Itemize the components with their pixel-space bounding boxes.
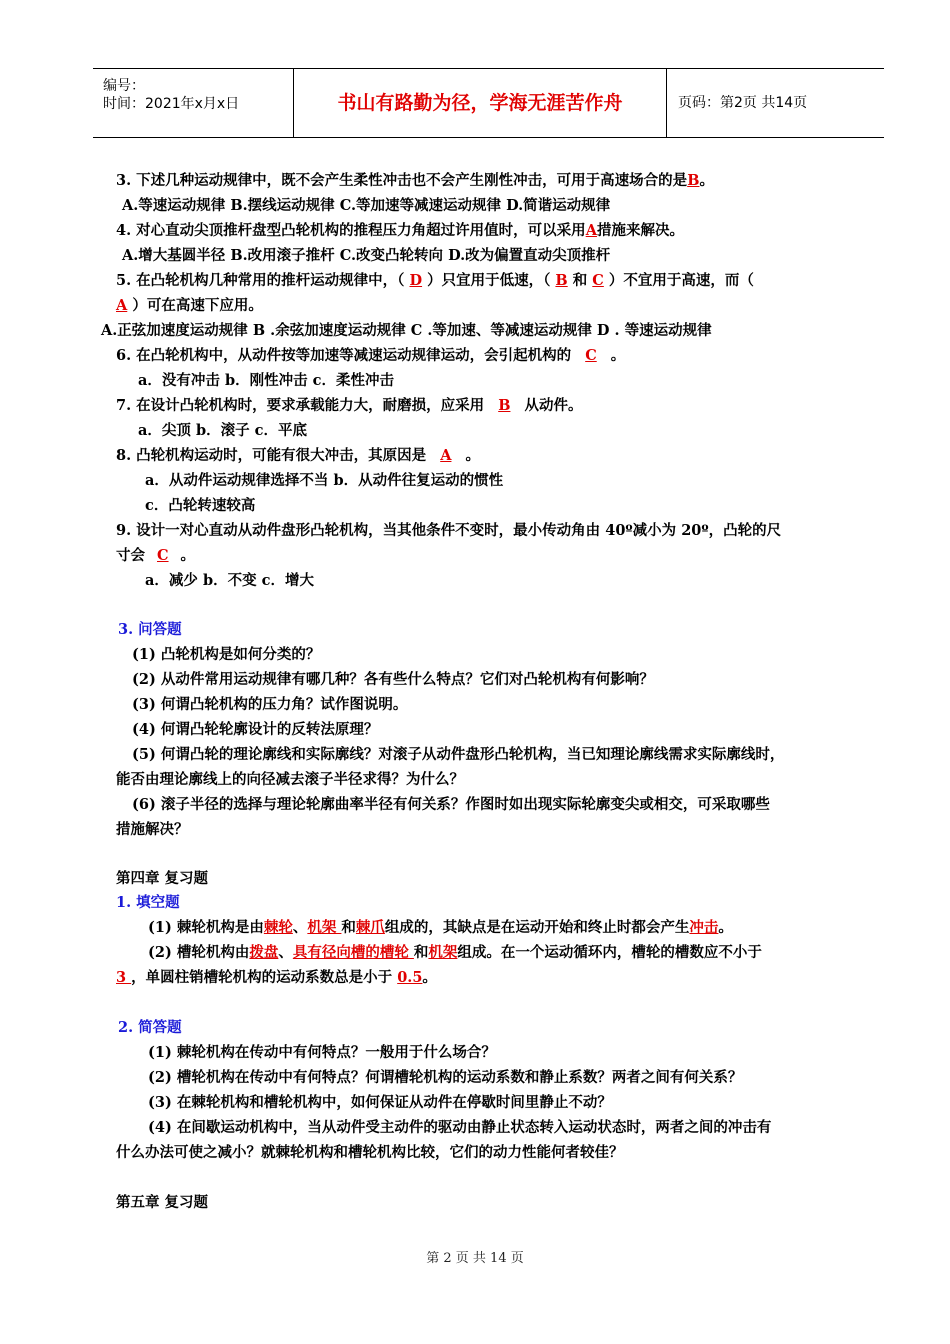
qa-item: (1) 凸轮机构是如何分类的？	[132, 646, 321, 663]
header-meta	[93, 69, 294, 137]
serial-label: 编号：	[103, 78, 145, 94]
fill-item-1: (1) 棘轮机构是由棘轮、机架 和棘爪组成的，其缺点是在运动开始和终止时都会产生冲击。	[148, 919, 733, 936]
qa-item: (5) 何谓凸轮的理论廓线和实际廓线？对滚子从动件盘形凸轮机构，当已知理论廓线需求实际廓线时，	[132, 746, 785, 763]
qa-item: 能否由理论廓线上的向径减去滚子半径求得？为什么？	[116, 771, 464, 788]
question-5: 5. 在凸轮机构几种常用的推杆运动规律中，（ D ）只宜用于低速，（ B 和 C ）不宜用于高速，而（	[116, 272, 754, 289]
question-8-options-1: a．从动件运动规律选择不当 b．从动件往复运动的惯性	[145, 472, 504, 489]
question-4: 4. 对心直动尖顶推杆盘型凸轮机构的推程压力角超过许用值时，可以采用A措施来解决。	[116, 222, 684, 239]
qa-item: (2) 从动件常用运动规律有哪几种？各有些什么特点？它们对凸轮机构有何影响？	[132, 671, 654, 688]
fill-item-2: (2) 槽轮机构由拨盘、具有径向槽的槽轮 和机架组成。在一个运动循环内，槽轮的槽数应不小于	[148, 944, 762, 961]
short-item: (3) 在棘轮机构和槽轮机构中，如何保证从动件在停歇时间里静止不动？	[148, 1094, 612, 1111]
short-item: (4) 在间歇运动机构中，当从动件受主动件的驱动由静止状态转入运动状态时，两者之间的冲击有	[148, 1119, 772, 1136]
question-8: 8. 凸轮机构运动时，可能有很大冲击，其原因是 A 。	[116, 447, 480, 464]
qa-item: (3) 何谓凸轮机构的压力角？试作图说明。	[132, 696, 408, 713]
short-item: (1) 棘轮机构在传动中有何特点？一般用于什么场合？	[148, 1044, 496, 1061]
question-6: 6. 在凸轮机构中，从动件按等加速等减速运动规律运动，会引起机构的 C 。	[116, 347, 626, 364]
question-9-line2: 寸会 C 。	[116, 547, 196, 564]
short-answer-heading: 2. 简答题	[118, 1019, 182, 1036]
question-4-options: A.增大基圆半径 B.改用滚子推杆 C.改变凸轮转向 D.改为偏置直动尖顶推杆	[122, 247, 611, 264]
question-9: 9. 设计一对心直动从动件盘形凸轮机构，当其他条件不变时，最小传动角由 40º减小为 20º，凸轮的尺	[116, 522, 782, 539]
question-3: 3. 下述几种运动规律中，既不会产生柔性冲击也不会产生刚性冲击，可用于高速场合的是B。	[116, 172, 714, 189]
question-8-options-2: c．凸轮转速较高	[145, 497, 256, 514]
qa-item: (4) 何谓凸轮轮廓设计的反转法原理？	[132, 721, 379, 738]
answer: B	[687, 172, 700, 189]
question-5-options: A.正弦加速度运动规律 B .余弦加速度运动规律 C .等加速、等减速运动规律 D . 等速运动规律	[101, 322, 712, 339]
chapter-4-title: 第四章 复习题	[116, 870, 209, 887]
question-7: 7. 在设计凸轮机构时，要求承载能力大，耐磨损，应采用 B 从动件。	[116, 397, 583, 414]
time-label: 时间：2021年x月x日	[103, 96, 240, 112]
qa-item: (6) 滚子半径的选择与理论轮廓曲率半径有何关系？作图时如出现实际轮廓变尖或相交，可采取哪些	[132, 796, 770, 813]
question-3-options: A.等速运动规律 B.摆线运动规律 C.等加速等减速运动规律 D.简谐运动规律	[122, 197, 611, 214]
answer: A	[585, 222, 597, 239]
document-header	[93, 68, 884, 138]
fill-heading: 1. 填空题	[116, 894, 180, 911]
qa-item: 措施解决？	[116, 821, 189, 838]
page-footer: 第 2 页 共 14 页	[426, 1251, 524, 1266]
question-5-line2: A ）可在高速下应用。	[116, 297, 263, 314]
header-motto: 书山有路勤为径，学海无涯苦作舟	[294, 69, 667, 137]
question-7-options: a．尖顶 b．滚子 c．平底	[138, 422, 307, 439]
question-9-options: a．减少 b．不变 c．增大	[145, 572, 314, 589]
short-item: (2) 槽轮机构在传动中有何特点？何谓槽轮机构的运动系数和静止系数？两者之间有何关系？	[148, 1069, 743, 1086]
fill-item-2-line2: 3 ，单圆柱销槽轮机构的运动系数总是小于 0.5。	[116, 969, 437, 986]
qa-heading: 3. 问答题	[118, 621, 182, 638]
question-6-options: a．没有冲击 b．刚性冲击 c．柔性冲击	[138, 372, 394, 389]
header-page-label: 页码：第2页 共14页	[678, 95, 808, 111]
short-item: 什么办法可使之减小？就棘轮机构和槽轮机构比较，它们的动力性能何者较佳？	[116, 1144, 624, 1161]
chapter-5-title: 第五章 复习题	[116, 1194, 209, 1211]
